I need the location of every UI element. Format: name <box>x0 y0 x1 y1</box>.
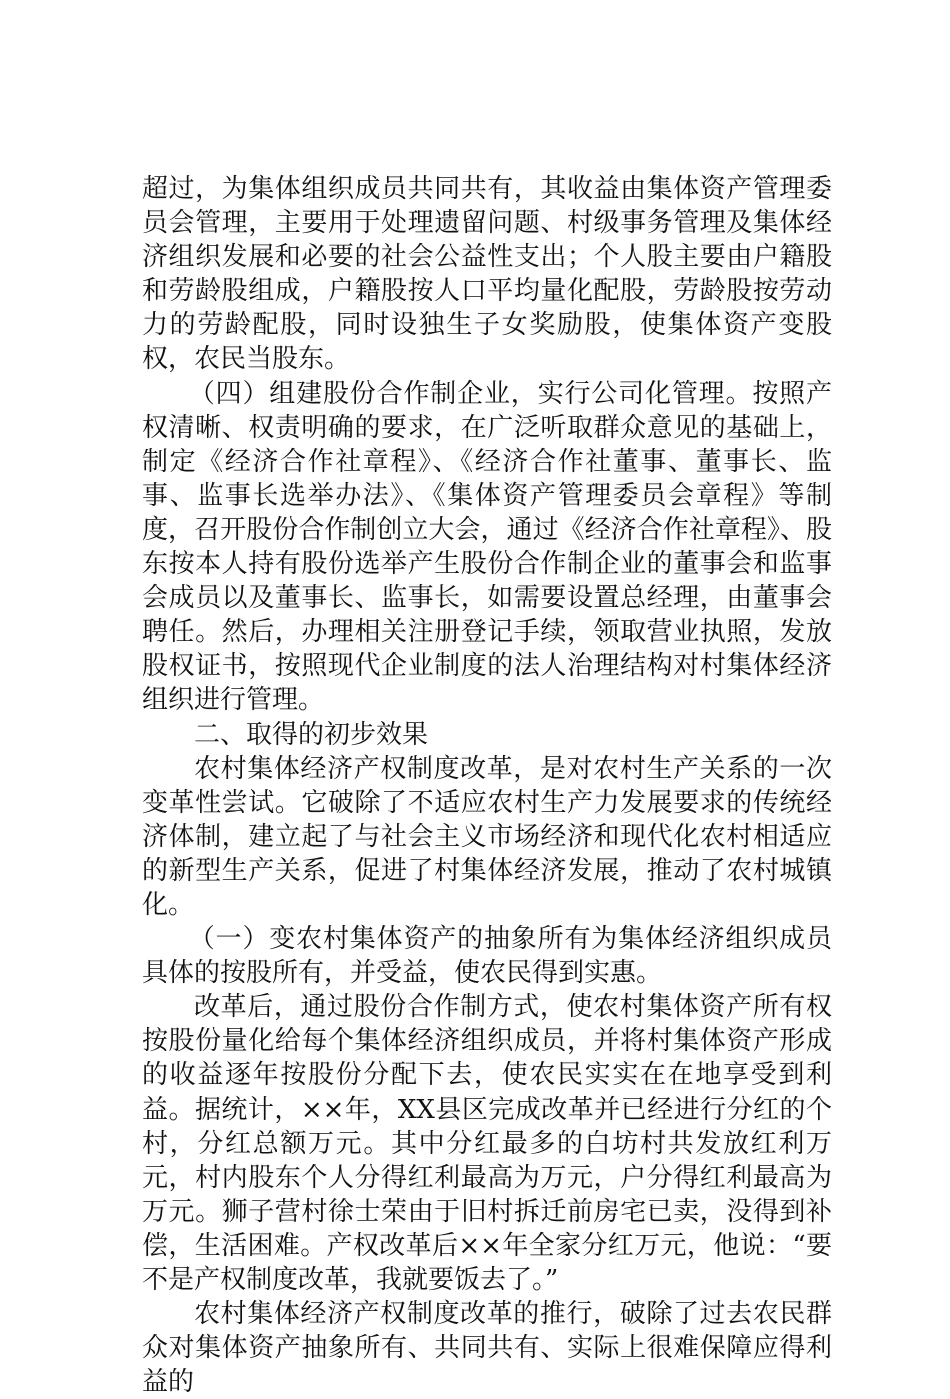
paragraph-after-reform: 改革后，通过股份合作制方式，使农村集体资产所有权按股份量化给每个集体经济组织成员，并将村集体资产形成的收益逐年按股份分配下去，使农民实实在在地享受到利益。据统计，××年，XX县区完成改革并已经进行分红的个村，分红总额万元。其中分红最多的白坊村共发放红利万元，村内股东个人分得红利最高为万元，户分得红利最高为万元。狮子营村徐士荣由于旧村拆迁前房宅已卖，没得到补偿，生活困难。产权改革后××年全家分红万元，他说：“要不是产权制度改革，我就要饭去了。” <box>142 992 832 1295</box>
paragraph-section-four: （四）组建股份合作制企业，实行公司化管理。按照产权清晰、权责明确的要求，在广泛听取群众意见的基础上，制定《经济合作社章程》、《经济合作社董事、董事长、监事、监事长选举办法》、《集体资产管理委员会章程》等制度，召开股份合作制创立大会，通过《经济合作社章程》、股东按本人持有股份选举产生股份合作制企业的董事会和监事会成员以及董事长、监事长，如需要设置总经理，由董事会聘任。然后，办理相关注册登记手续，领取营业执照，发放股权证书，按照现代企业制度的法人治理结构对村集体经济组织进行管理。 <box>142 378 832 716</box>
paragraph-shareholding-continuation: 超过，为集体组织成员共同共有，其收益由集体资产管理委员会管理，主要用于处理遗留问题、村级事务管理及集体经济组织发展和必要的社会公益性支出；个人股主要由户籍股和劳龄股组成，户籍股按人口平均量化配股，劳龄股按劳动力的劳龄配股，同时设独生子女奖励股，使集体资产变股权，农民当股东。 <box>142 174 832 375</box>
paragraph-subsection-one: （一）变农村集体资产的抽象所有为集体经济组织成员具体的按股所有，并受益，使农民得到实惠。 <box>142 924 832 989</box>
document-body <box>142 172 832 1399</box>
paragraph-reform-overview: 农村集体经济产权制度改革，是对农村生产关系的一次变革性尝试。它破除了不适应农村生产力发展要求的传统经济体制，建立起了与社会主义市场经济和现代化农村相适应的新型生产关系，促进了村集体经济发展，推动了农村城镇化。 <box>142 753 832 920</box>
section-heading-preliminary-results: 二、取得的初步效果 <box>194 719 429 750</box>
paragraph-reform-implementation: 农村集体经济产权制度改革的推行，破除了过去农民群众对集体资产抽象所有、共同共有、实际上很难保障应得利益的 <box>142 1299 832 1398</box>
